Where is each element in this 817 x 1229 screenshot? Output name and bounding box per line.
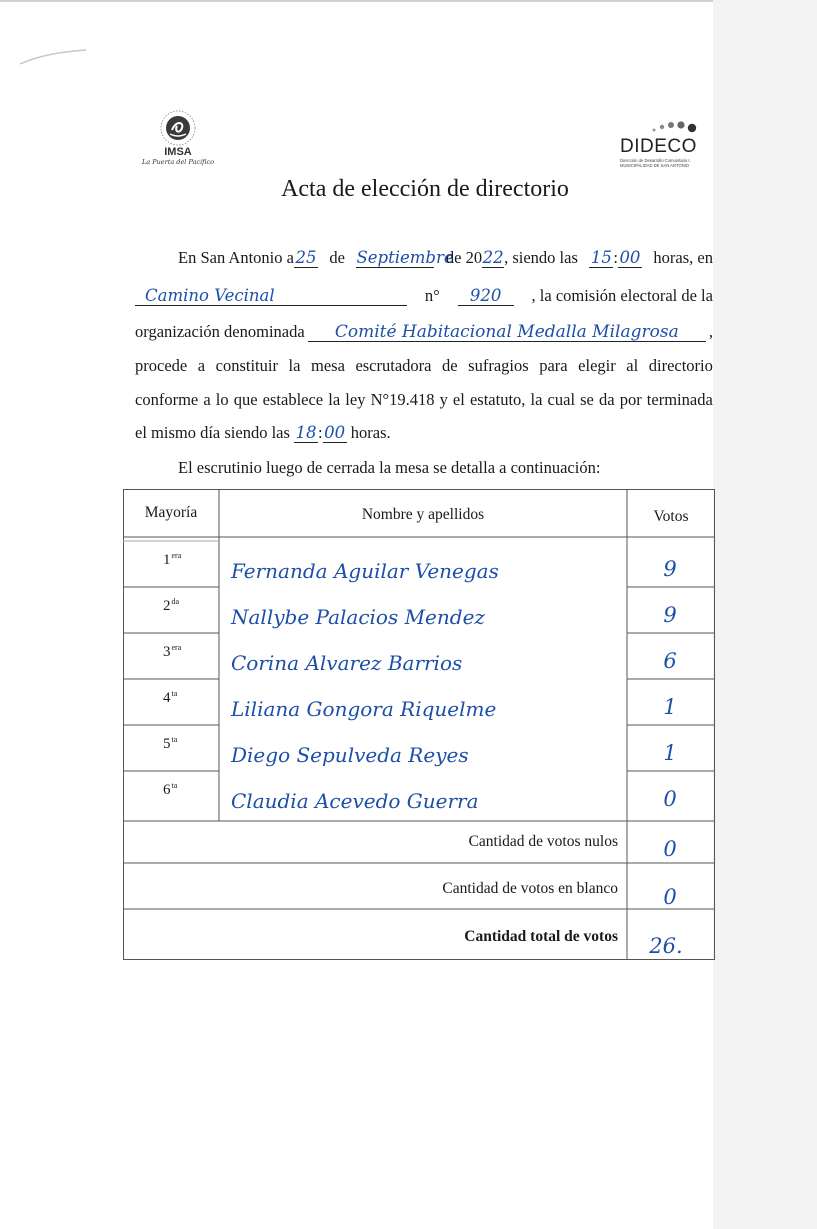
start-hour-field: 15 bbox=[590, 248, 612, 267]
horas-label: horas. bbox=[350, 423, 391, 442]
row-rank: $4^{ta}$ bbox=[163, 689, 178, 706]
imsa-logo bbox=[138, 108, 218, 174]
word: terminada bbox=[646, 390, 713, 409]
candidate-name: Liliana Gongora Riquelme bbox=[231, 697, 497, 721]
row-rank: $3^{era}$ bbox=[163, 643, 182, 660]
scan-mark bbox=[18, 46, 88, 68]
row-rank: $2^{da}$ bbox=[163, 597, 180, 614]
imsa-tagline: La Puerta del Pacífico bbox=[141, 158, 215, 166]
word: a bbox=[203, 390, 211, 409]
word: la bbox=[328, 390, 341, 409]
start-min-field: 00 bbox=[619, 248, 641, 267]
row-rank: $6^{ta}$ bbox=[163, 781, 178, 798]
row-rank: $1^{era}$ bbox=[163, 551, 182, 568]
word: establece bbox=[262, 390, 324, 409]
word: estatuto, bbox=[469, 390, 526, 409]
word: conforme bbox=[135, 390, 199, 409]
body-line-3 bbox=[135, 322, 713, 342]
word: la bbox=[288, 356, 301, 375]
word: cual bbox=[547, 390, 576, 409]
time-start: 15:00 bbox=[590, 248, 641, 267]
dideco-name: DIDECO bbox=[620, 136, 697, 157]
month-field: Septiembre bbox=[356, 248, 454, 267]
word: que bbox=[233, 390, 258, 409]
null-votes-value: 0 bbox=[663, 837, 677, 861]
document-title: Acta de elección de directorio bbox=[281, 176, 569, 202]
number-label: n° bbox=[424, 286, 440, 305]
year-field: 22 bbox=[482, 248, 504, 267]
word: constituir bbox=[215, 356, 278, 375]
blank-votes-label: Cantidad de votos en blanco bbox=[442, 880, 618, 897]
word: mesa bbox=[310, 356, 345, 375]
word: procede bbox=[135, 356, 188, 375]
candidate-votes: 6 bbox=[663, 649, 677, 673]
word: al bbox=[626, 356, 639, 375]
word: N°19.418 bbox=[370, 390, 435, 409]
day-field: 25 bbox=[295, 248, 317, 267]
word: ley bbox=[345, 390, 366, 409]
end-min-field: 00 bbox=[324, 423, 346, 442]
word: escrutadora bbox=[355, 356, 432, 375]
total-votes-value: 26. bbox=[649, 934, 683, 958]
org-label: organización denominada bbox=[135, 322, 305, 341]
body-line-6: el mismo día siendo las 18:00 horas. bbox=[135, 423, 391, 442]
results-table bbox=[123, 489, 715, 960]
de-label-1: de bbox=[329, 248, 345, 267]
scan-top-edge bbox=[0, 0, 817, 2]
body-line-4 bbox=[135, 356, 713, 376]
end-hour-field: 18 bbox=[295, 423, 317, 442]
word: elegir bbox=[578, 356, 616, 375]
word: para bbox=[539, 356, 568, 375]
candidate-votes: 9 bbox=[663, 603, 677, 627]
dideco-logo bbox=[618, 118, 714, 172]
candidate-name: Corina Alvarez Barrios bbox=[231, 651, 463, 675]
header-votes: Votos bbox=[653, 508, 689, 525]
comma: , bbox=[708, 322, 713, 341]
candidate-name: Claudia Acevedo Guerra bbox=[231, 789, 479, 813]
street-field: Camino Vecinal bbox=[135, 287, 407, 306]
street-number-field: 920 bbox=[458, 287, 514, 306]
org-name-field: Comité Habitacional Medalla Milagrosa bbox=[308, 323, 706, 342]
end-time-label: el mismo día siendo las bbox=[135, 423, 290, 442]
word: de bbox=[442, 356, 458, 375]
header-rank: Mayoría bbox=[144, 504, 198, 521]
line1-text: En San Antonio a25 bbox=[178, 248, 317, 267]
body-line-5 bbox=[135, 390, 713, 410]
word: directorio bbox=[648, 356, 713, 375]
body-line-7: El escrutinio luego de cerrada la mesa se detalla a continuación: bbox=[178, 458, 601, 477]
year-label: de 2022, siendo las bbox=[445, 248, 578, 267]
candidate-name: Nallybe Palacios Mendez bbox=[231, 605, 485, 629]
candidate-votes: 0 bbox=[663, 787, 677, 811]
word: a bbox=[197, 356, 206, 375]
total-votes-label: Cantidad total de votos bbox=[464, 928, 618, 945]
word: por bbox=[619, 390, 642, 409]
word: sufragios bbox=[468, 356, 529, 375]
null-votes-label: Cantidad de votos nulos bbox=[468, 833, 618, 850]
dideco-subtitle: Dirección de Desarrollo Comunitario I. MUNICIPALIDAD DE SAN ANTONIO bbox=[620, 158, 691, 168]
candidate-votes: 1 bbox=[663, 695, 677, 719]
horas-en-label: horas, en bbox=[653, 248, 713, 267]
candidate-name: Fernanda Aguilar Venegas bbox=[231, 559, 499, 583]
candidate-votes: 1 bbox=[663, 741, 677, 765]
imsa-emblem-icon bbox=[158, 108, 198, 146]
blank-votes-value: 0 bbox=[663, 885, 677, 909]
imsa-name: IMSA bbox=[164, 146, 192, 158]
word: el bbox=[452, 390, 465, 409]
word: da bbox=[599, 390, 615, 409]
candidate-votes: 9 bbox=[663, 557, 677, 581]
body-line-1 bbox=[135, 248, 713, 268]
word: se bbox=[580, 390, 594, 409]
word: la bbox=[530, 390, 543, 409]
row-rank: $5^{ta}$ bbox=[163, 735, 178, 752]
body-line-2 bbox=[135, 286, 713, 306]
header-name: Nombre y apellidos bbox=[361, 506, 485, 523]
line2-rest: , la comisión electoral de la bbox=[531, 286, 713, 305]
candidate-name: Diego Sepulveda Reyes bbox=[231, 743, 469, 767]
word: y bbox=[439, 390, 448, 409]
word: lo bbox=[215, 390, 229, 409]
dideco-dots-icon bbox=[648, 118, 708, 136]
